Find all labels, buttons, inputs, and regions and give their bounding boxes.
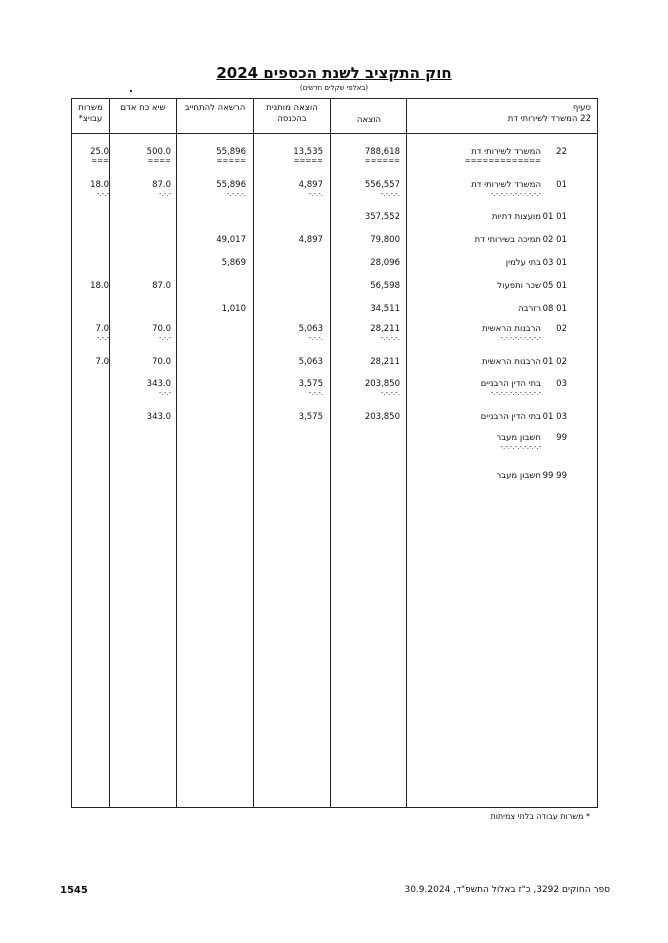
header-contract-positions: משרות עבויצ* [78, 103, 103, 124]
budget-table [71, 98, 598, 808]
cell-spending: 34,511 [370, 304, 400, 314]
subtotal-underline: ===== [216, 157, 246, 165]
cell-conditional: 3,575 [298, 379, 323, 389]
cell-manpower: 70.0 [152, 357, 171, 367]
cell-conditional: 4,897 [298, 180, 323, 190]
header-section-value: 22 המשרד לשירותי דת [507, 114, 591, 124]
cell-positions: 18.0 [90, 281, 109, 291]
header-conditional-spending: הוצאה מותנית בהכנסה [266, 103, 318, 124]
section-code: 99 [556, 433, 567, 443]
page-subtitle: (באלפי שקלים חדשים) [299, 84, 369, 92]
cell-spending: 556,557 [364, 180, 400, 190]
cell-manpower: 343.0 [146, 412, 171, 422]
cell-spending: 28,211 [370, 324, 400, 334]
cell-spending: 788,618 [364, 147, 400, 157]
cell-conditional: 5,063 [298, 324, 323, 334]
cell-commitment: 5,869 [221, 258, 246, 268]
subtotal-underline: -.-.-. [308, 334, 323, 342]
subtotal-underline: -.-.- [158, 334, 171, 342]
cell-conditional: 5,063 [298, 357, 323, 367]
subtotal-underline: -.-.-.-. [380, 190, 400, 198]
header-commitment-authority: הרשאה להתחייב [184, 103, 246, 113]
section-code: 01 02 [542, 235, 567, 245]
table-row [72, 147, 597, 173]
item-name: חשבון מעבר [496, 471, 541, 481]
section-code: 99 99 [542, 471, 567, 481]
cell-manpower: 70.0 [152, 324, 171, 334]
item-name: בתי הדין הרבניים [480, 412, 541, 422]
section-code: 01 05 [542, 281, 567, 291]
subtotal-underline: -.-.-.-.-.-.-.-.-.-.- [490, 190, 541, 198]
cell-commitment: 1,010 [221, 304, 246, 314]
item-name: בתי הדין הרבניים [480, 379, 541, 389]
cell-conditional: 4,897 [298, 235, 323, 245]
section-code: 03 01 [542, 412, 567, 422]
subtotal-underline: ============= [464, 157, 541, 165]
section-code: 22 [556, 147, 567, 157]
cell-positions: 7.0 [95, 324, 109, 334]
section-code: 01 [556, 180, 567, 190]
item-name: תמיכה בשירותי דת [474, 235, 541, 245]
item-name: המשרד לשירותי דת [471, 147, 541, 157]
header-spending: הוצאה [356, 115, 382, 125]
cell-conditional: 13,535 [293, 147, 323, 157]
item-name: חשבון מעבר [496, 433, 541, 443]
cell-conditional: 3,575 [298, 412, 323, 422]
subtotal-underline: -.-.-.-. [226, 190, 246, 198]
cell-spending: 56,598 [370, 281, 400, 291]
page-number: 1545 [60, 885, 88, 896]
stray-mark [130, 90, 132, 92]
section-code: 03 [556, 379, 567, 389]
subtotal-underline: -.-.-.-. [380, 334, 400, 342]
cell-spending: 203,850 [364, 412, 400, 422]
header-peak-manpower: שיא כח אדם [120, 103, 166, 113]
table-row [72, 433, 597, 459]
cell-manpower: 500.0 [146, 147, 171, 157]
subtotal-underline: -.-.- [96, 334, 109, 342]
cell-manpower: 87.0 [152, 180, 171, 190]
section-code: 01 01 [542, 212, 567, 222]
header-divider [72, 133, 597, 134]
item-name: הרבנות הראשית [482, 357, 541, 367]
subtotal-underline: -.-.-.-. [380, 389, 400, 397]
cell-positions: 18.0 [90, 180, 109, 190]
subtotal-underline: -.-.- [158, 389, 171, 397]
subtotal-underline: ==== [147, 157, 171, 165]
publication-line: ספר החוקים 3292, כ"ז באלול התשפ"ד, 30.9.2024 [404, 885, 610, 895]
subtotal-underline: -.-.-.-.-.-.-.-.- [500, 334, 541, 342]
cell-spending: 357,552 [364, 212, 400, 222]
item-name: המשרד לשירותי דת [471, 180, 541, 190]
item-name: בתי עלמין [505, 258, 541, 268]
subtotal-underline: ====== [364, 157, 400, 165]
subtotal-underline: -.-.- [158, 190, 171, 198]
subtotal-underline: -.-.-. [308, 190, 323, 198]
item-name: הרבנות הראשית [482, 324, 541, 334]
section-code: 01 03 [542, 258, 567, 268]
header-section-label: סעיף [572, 103, 591, 113]
cell-commitment: 55,896 [216, 180, 246, 190]
subtotal-underline: -.-.-. [308, 389, 323, 397]
table-row [72, 324, 597, 350]
section-code: 02 [556, 324, 567, 334]
cell-spending: 28,096 [370, 258, 400, 268]
section-code: 02 01 [542, 357, 567, 367]
subtotal-underline: -.-.-.-.-.-.-.-.-.-.- [490, 389, 541, 397]
table-row [72, 180, 597, 206]
item-name: שכר ותפעול [497, 281, 541, 291]
subtotal-underline: -.-.-.-.-.-.-.-.- [500, 443, 541, 451]
table-row [72, 471, 597, 497]
subtotal-underline: -.-.- [96, 190, 109, 198]
section-code: 01 08 [542, 304, 567, 314]
cell-spending: 203,850 [364, 379, 400, 389]
cell-spending: 28,211 [370, 357, 400, 367]
page-title: חוק התקציב לשנת הכספים 2024 [216, 64, 452, 82]
cell-positions: 25.0 [90, 147, 109, 157]
header-section [508, 103, 591, 125]
footnote: * משרות עבודה בלתי צמיתות [490, 812, 590, 821]
cell-commitment: 49,017 [216, 235, 246, 245]
cell-commitment: 55,896 [216, 147, 246, 157]
table-row [72, 379, 597, 405]
item-name: רזרבה [517, 304, 541, 314]
cell-spending: 79,800 [370, 235, 400, 245]
subtotal-underline: === [91, 157, 109, 165]
item-name: מועצות דתיות [491, 212, 541, 222]
cell-positions: 7.0 [95, 357, 109, 367]
cell-manpower: 87.0 [152, 281, 171, 291]
subtotal-underline: ===== [293, 157, 323, 165]
cell-manpower: 343.0 [146, 379, 171, 389]
